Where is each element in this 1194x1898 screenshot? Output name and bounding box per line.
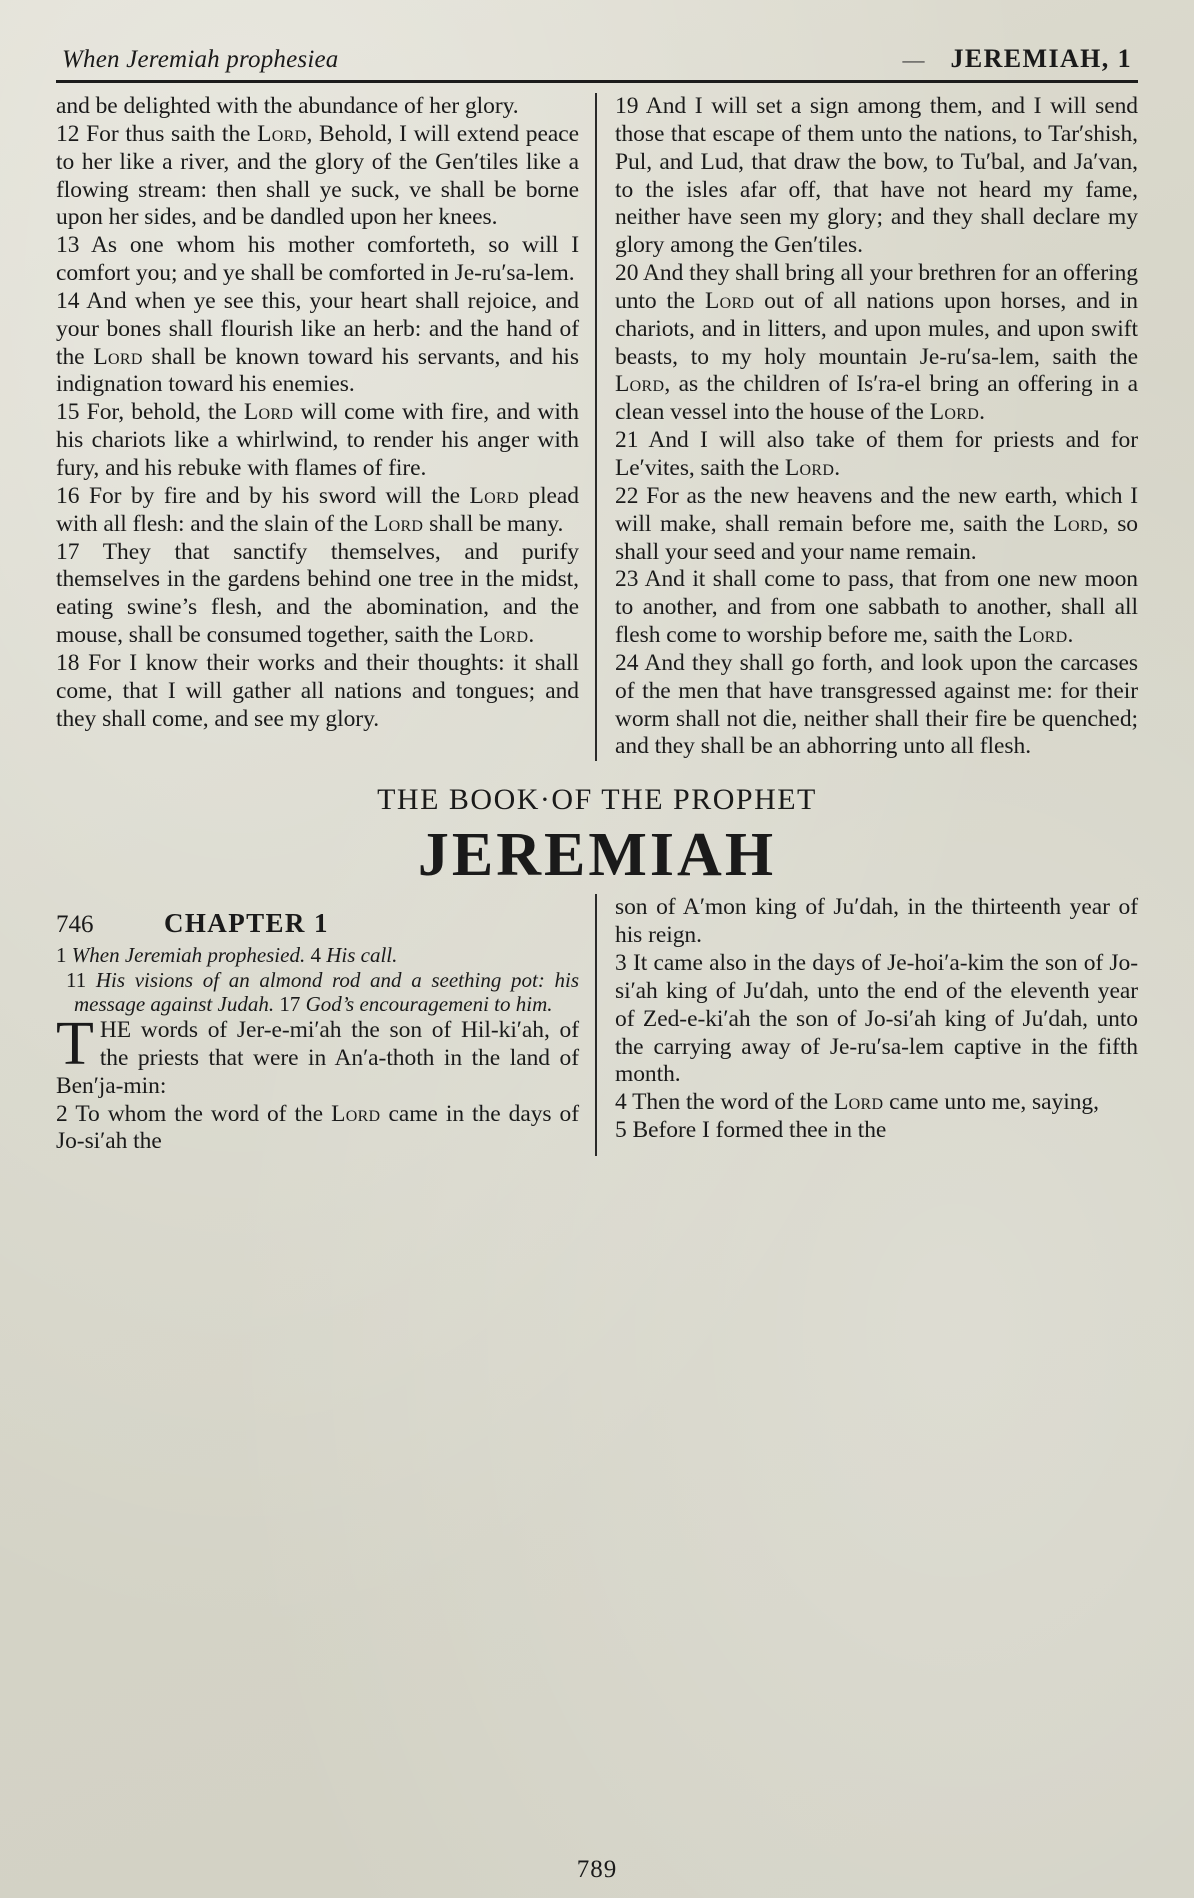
verse-text: As one whom his mother comforteth, so will I comfort you; and ye shall be comforted in Je-ru′sa-lem. — [56, 232, 580, 287]
verse-paragraph — [615, 894, 1138, 950]
verse-text: For as the new heavens and the new earth, which I will make, shall remain before me, saith the Lord, so shall your seed and your name remain. — [615, 482, 1138, 565]
running-head — [56, 44, 1138, 83]
summary-ref-3: 11 — [66, 967, 87, 992]
verse-text: For I know their works and their thoughts: it shall come, that I will gather all nations and tongues; and they shall come, and see my glory. — [56, 649, 579, 732]
verse-paragraph — [56, 650, 579, 734]
verse-text: And I will also take of them for priests and for Le′vites, saith the Lord. — [615, 427, 1139, 481]
chapter-summary — [56, 943, 579, 1017]
verse-text: Before I formed thee in the — [632, 1117, 887, 1144]
summary-line-group — [56, 968, 579, 1017]
verse-number: 23 — [615, 566, 639, 593]
verse-paragraph — [615, 1089, 1138, 1117]
verse-paragraph — [615, 427, 1138, 483]
verse-text: It came also in the days of Je-hoi′a-kim the son of Jo-si′ah king of Ju′dah, unto the end of the eleventh year of Zed-e-ki′ah the son of Jo-si′ah king of Ju′dah, unto the carrying away of Je-ru′sa-lem captive in the fifth month. — [615, 950, 1138, 1088]
summary-text-3: His visions of an almond rod and a seething pot: his message against Judah. — [74, 967, 579, 1017]
summary-ref-1: 1 — [56, 943, 67, 968]
verse-paragraph — [56, 539, 579, 650]
verse-paragraph — [56, 288, 579, 399]
book-subtitle: THE BOOK·OF THE PROPHET — [377, 783, 817, 817]
verse-paragraph — [615, 260, 1138, 427]
page-folio-number: 789 — [576, 1856, 618, 1883]
verse-paragraph — [56, 483, 579, 539]
summary-ref-4: 17 — [279, 992, 301, 1017]
verse-text: Then the word of the Lord came unto me, saying, — [632, 1089, 1099, 1116]
verse-text: For, behold, the Lord will come with fire, and with his chariots like a whirlwind, to render his anger with fury, and his rebuke with flames of fire. — [56, 399, 579, 481]
book-opening-heading — [56, 783, 1138, 888]
verse-text: They that sanctify themselves, and purify themselves in the gardens behind one tree in the midst, eating swine’s flesh, and the abomination, and the mouse, shall be consumed together, saith the Lord. — [56, 538, 579, 649]
chapter-heading-row — [56, 908, 579, 939]
verse-paragraph — [615, 1117, 1138, 1145]
summary-text-1: When Jeremiah prophesied. — [71, 943, 306, 968]
lower-right-column — [597, 894, 1138, 1156]
verse-number: 20 — [615, 260, 639, 287]
summary-ref-2: 4 — [310, 943, 321, 968]
verse-text: son of A′mon king of Ju′dah, in the thirteenth year of his reign. — [615, 894, 1138, 949]
verse-number: 4 — [615, 1089, 627, 1116]
verse-text: For by fire and by his sword will the Lord plead with all flesh: and the slain of the Lord shall be many. — [56, 482, 580, 537]
verse-text: And they shall bring all your brethren for an offering unto the Lord out of all nations upon horses, and in chariots, and in litters, and upon mules, and upon swift beasts, to my holy mountain Je-ru′sa-lem, saith the Lord, as the children of Is′ra-el bring an offering in a clean vessel into the house of the Lord. — [615, 260, 1139, 426]
verse-paragraph — [56, 121, 579, 232]
verse-paragraph — [56, 1010, 579, 1101]
summary-text-2: His call. — [326, 943, 398, 968]
verse-number: 5 — [615, 1117, 627, 1144]
page-side-number: 746 — [56, 911, 94, 939]
verse-number: 17 — [56, 538, 80, 565]
upper-text-columns — [56, 93, 1138, 761]
verse-number: 22 — [615, 482, 639, 509]
running-head-left: When Jeremiah prophesiea — [62, 46, 339, 73]
verse-paragraph — [615, 566, 1138, 650]
lower-left-column — [56, 894, 597, 1156]
verse-number: 21 — [615, 427, 639, 454]
drop-cap: T — [56, 1010, 94, 1079]
verse-number: 2 — [56, 1100, 68, 1127]
verse-paragraph — [615, 93, 1138, 260]
verse-number: 13 — [56, 232, 80, 259]
chapter-label: CHAPTER 1 — [164, 908, 329, 939]
verse-paragraph — [56, 1101, 579, 1157]
verse-text: HE words of Jer-e-mi′ah the son of Hil-ki′ah, of the priests that were in An′a-thoth in the land of Ben′ja-min: — [56, 1017, 579, 1099]
upper-right-column — [597, 93, 1138, 761]
verse-text: And it shall come to pass, that from one new moon to another, and from one sabbath to another, shall all flesh come to worship before me, saith the Lord. — [615, 566, 1138, 649]
verse-text: For thus saith the Lord, Behold, I will extend peace to her like a river, and the glory of the Gen′tiles like a flowing stream: then shall ye suck, ve shall be borne upon her sides, and be dandled upon her knees. — [56, 120, 579, 231]
verse-number: 24 — [615, 649, 639, 676]
upper-left-column — [56, 93, 597, 761]
verse-text: And they shall go forth, and look upon the carcases of the men that have transgressed against me: for their worm shall not die, neither shall their fire be quenched; and they shall be an abhorring unto all flesh. — [615, 649, 1138, 760]
verse-text: And when ye see this, your heart shall rejoice, and your bones shall flourish like an herb: and the hand of the Lord shall be known toward his servants, and his indignation toward his enemies. — [56, 287, 580, 398]
running-head-dash: ― — [902, 47, 925, 72]
verse-paragraph — [615, 483, 1138, 567]
running-head-right-group — [902, 44, 1132, 74]
book-title: JEREMIAH — [417, 821, 777, 890]
lower-text-columns — [56, 894, 1138, 1156]
verse-paragraph — [615, 950, 1138, 1089]
verse-text: and be delighted with the abundance of her glory. — [56, 93, 519, 119]
running-head-right: JEREMIAH, 1 — [950, 44, 1132, 73]
summary-text-4: God’s encouragemeni to him. — [305, 992, 553, 1017]
verse-paragraph — [615, 650, 1138, 761]
verse-text: To whom the word of the Lord came in the days of Jo-si′ah the — [56, 1100, 580, 1155]
verse-number: 19 — [615, 93, 639, 119]
verse-number: 3 — [615, 950, 627, 977]
verse-text: And I will set a sign among them, and I will send those that escape of them unto the nations, to Tar′shish, Pul, and Lud, that draw the bow, to Tu′bal, and Ja′van, to the isles afar off, that have not heard my fame, neither have seen my glory; and they shall declare my glory among the Gen′tiles. — [615, 93, 1139, 259]
verse-number: 16 — [56, 482, 80, 509]
verse-paragraph — [56, 232, 579, 288]
verse-number: 12 — [56, 120, 80, 147]
verse-paragraph — [56, 399, 579, 483]
verse-paragraph — [56, 93, 579, 121]
verse-number: 18 — [56, 649, 80, 676]
verse-number: 14 — [56, 287, 80, 314]
verse-number: 15 — [56, 399, 80, 426]
